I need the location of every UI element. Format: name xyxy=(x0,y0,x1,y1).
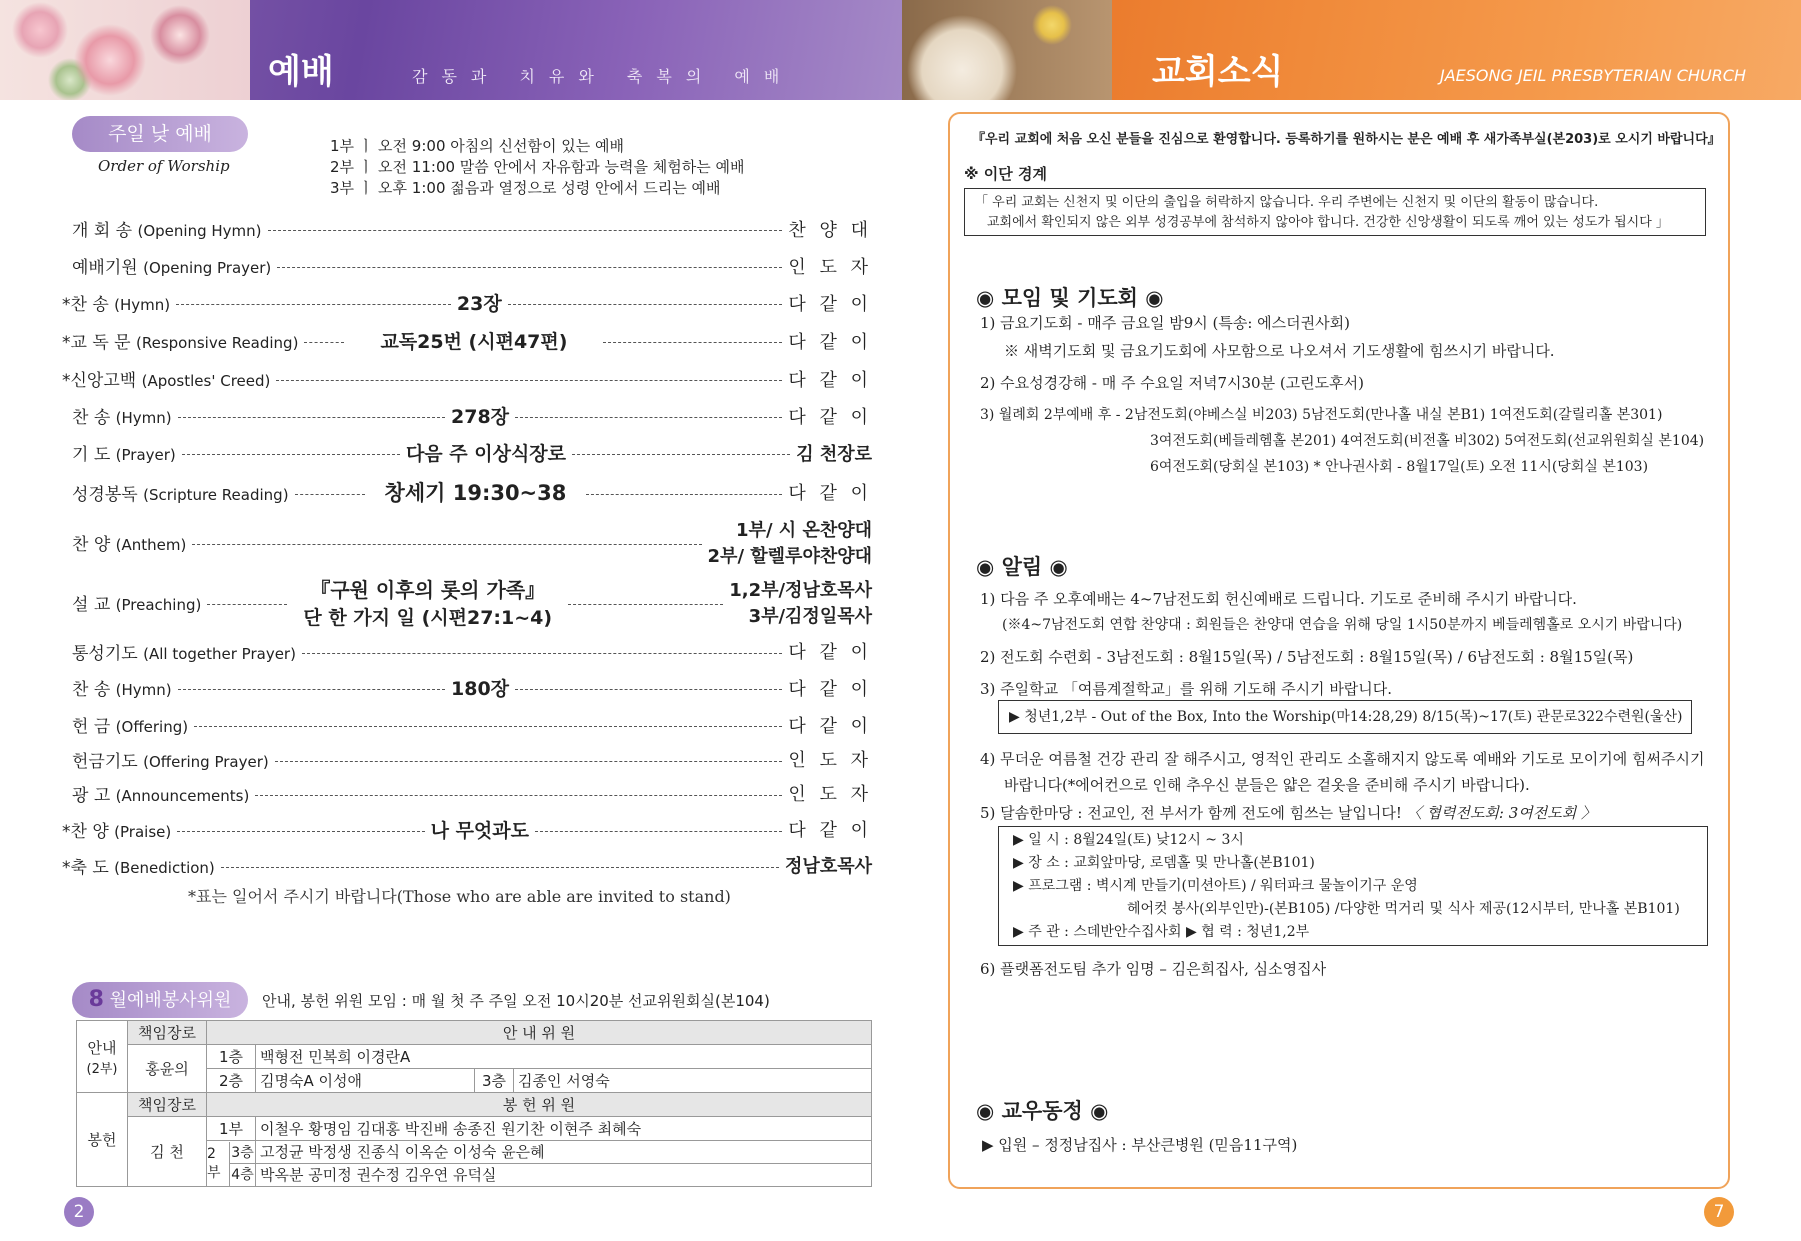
schedule-line: 2부 ㅣ 오전 11:00 말씀 안에서 자유함과 능력을 체험하는 예배 xyxy=(330,158,745,176)
elder-header: 책임장로 xyxy=(128,1021,207,1045)
list-item: 1) 다음 주 오후예배는 4~7남전도회 헌신예배로 드립니다. 기도로 준비해 주시기 바랍니다. xyxy=(980,590,1577,608)
anthem-row xyxy=(72,513,872,571)
order-leader: 인 도 자 xyxy=(788,750,872,771)
preachers: 1,2부/정남호목사 3부/김정일목사 xyxy=(729,580,872,627)
list-item: 1) 금요기도회 - 매주 금요일 밤9시 (특송: 에스더권사회) xyxy=(980,314,1350,332)
order-row xyxy=(62,321,872,360)
order-row xyxy=(72,775,872,811)
list-item: 3여전도회(베들레헴홀 본201) 4여전도회(비전홀 비302) 5여전도회(선교위원회실 본104) xyxy=(1150,433,1705,449)
order-leader: 다 같 이 xyxy=(788,369,872,391)
order-label: *신앙고백 (Apostles' Creed) xyxy=(62,371,271,391)
order-of-worship-list xyxy=(62,210,873,883)
order-row xyxy=(72,633,872,669)
order-detail: 278장 xyxy=(451,406,510,428)
order-label: 통성기도 (All together Prayer) xyxy=(72,643,296,664)
order-label: *축 도 (Benediction) xyxy=(62,857,215,878)
dash-leader xyxy=(302,653,782,654)
notice-4: 4) 무더운 여름철 건강 관리 잘 해주시고, 영적인 관리도 소홀해지지 않도록 예배와 기도로 모이기에 힘써주시기 바랍니다(*에어컨으로 인해 추우신 분들은 얇은 겉옷을 준비해 주시기 바랍니다). xyxy=(980,750,1705,794)
order-label: 찬 송 (Hymn) xyxy=(72,408,172,428)
flower-image xyxy=(0,0,250,100)
order-row xyxy=(72,471,872,513)
order-of-worship-label: Order of Worship xyxy=(98,157,230,175)
order-label: 예배기원 (Opening Prayer) xyxy=(72,258,272,278)
dash-leader xyxy=(277,267,782,268)
order-row xyxy=(72,397,872,434)
dash-leader xyxy=(255,795,782,796)
dash-leader xyxy=(268,230,783,231)
order-row xyxy=(62,284,872,321)
order-detail: 180장 xyxy=(451,678,510,700)
order-label: *찬 양 (Praise) xyxy=(62,821,172,842)
dash-leader xyxy=(276,380,782,381)
order-leader: 다 같 이 xyxy=(788,820,872,841)
table-row: 2층 김명숙A 이성애 3층 김종인 서영숙 xyxy=(77,1069,872,1093)
notice-6: 6) 플랫폼전도팀 추가 임명 – 김은희집사, 심소영집사 xyxy=(980,960,1327,978)
table-row: 김 천 1부 이철우 황명임 김대홍 박진배 송종진 원기찬 이현주 최혜숙 xyxy=(77,1117,872,1141)
list-item: 3) 주일학교 「여름계절학교」를 위해 기도해 주시기 바랍니다. xyxy=(980,680,1393,698)
order-leader: 다 같 이 xyxy=(788,483,872,504)
list-item: 2) 수요성경강해 - 매 주 수요일 저녁7시30분 (고린도후서) xyxy=(980,374,1364,392)
sermon-title: 『구원 이후의 롯의 가족』 단 한 가지 일 (시편27:1~4) xyxy=(303,578,553,629)
order-leader: 다 같 이 xyxy=(788,293,873,315)
order-row xyxy=(72,706,872,743)
sunday-worship-pill: 주일 낮 예배 xyxy=(72,116,248,152)
order-detail: 다음 주 이상식장로 xyxy=(405,443,567,465)
notice-list xyxy=(980,588,1682,708)
list-item: (※4~7남전도회 연합 찬양대 : 회원들은 찬양대 연습을 위해 당일 1시50분까지 베들레헴홀로 오시기 바랍니다) xyxy=(1002,617,1683,633)
youth-retreat-box: ▶ 청년1,2부 - Out of the Box, Into the Worship(마14:28,29) 8/15(목)~17(토) 관문로322수련원(울산) xyxy=(998,700,1692,734)
duty-pill: 8 월예배봉사위원 xyxy=(72,982,248,1018)
dash-leader xyxy=(304,342,344,343)
meeting-list xyxy=(980,312,1704,482)
meeting-title: ◉ 모임 및 기도회 ◉ xyxy=(976,286,1164,310)
dash-leader xyxy=(178,689,445,690)
order-label: 성경봉독 (Scripture Reading) xyxy=(72,484,289,505)
order-row xyxy=(72,743,872,775)
order-detail: 23장 xyxy=(456,293,502,315)
schedule-line: 3부 ㅣ 오후 1:00 젊음과 열정으로 성령 안에서 드리는 예배 xyxy=(330,179,721,197)
order-leader: 정남호목사 xyxy=(785,856,872,877)
schedule-line: 1부 ㅣ 오전 9:00 아침의 신선함이 있는 예배 xyxy=(330,137,624,155)
order-label: 헌 금 (Offering) xyxy=(72,717,189,737)
guide-elder: 홍윤의 xyxy=(128,1045,207,1093)
event-box: ▶ 일 시 : 8월24일(토) 낮12시 ~ 3시 ▶ 장 소 : 교회앞마당, 로뎀홀 및 만나홀(본B101) ▶ 프로그램 : 벽시계 만들기(미션아트) / 워터파크 물놀이기구 운영 헤어컷 봉사(외부인만)-(본B105) /다양한 먹거리 및 식사 제공(12시부터, 만나홀 본B101) ▶ 주 관 : 스데반안수집사회 ▶ 협 력 : 청년1,2부 xyxy=(998,826,1708,946)
dash-leader xyxy=(194,726,782,727)
offer-elder: 김 천 xyxy=(128,1117,207,1187)
member-news-item: ▶ 입원 – 정정남집사 : 부산큰병원 (믿음11구역) xyxy=(982,1136,1298,1154)
order-label: 광 고 (Announcements) xyxy=(72,785,250,806)
order-leader: 다 같 이 xyxy=(788,678,873,700)
anthem-choirs: 1부/ 시 온찬양대 2부/ 할렐루야찬양대 xyxy=(707,520,872,567)
order-label: 기 도 (Prayer) xyxy=(72,445,176,465)
heresy-title: ※ 이단 경계 xyxy=(964,165,1047,183)
worship-schedule xyxy=(330,136,744,199)
dash-leader xyxy=(572,454,790,455)
order-label: *교 독 문 (Responsive Reading) xyxy=(62,333,299,353)
dash-leader xyxy=(515,689,782,690)
list-item: 3) 월례회 2부예배 후 - 2남전도회(야베스실 비203) 5남전도회(만나홀 내실 본B1) 1여전도회(갈릴리홀 본301) xyxy=(980,407,1663,423)
dash-leader xyxy=(177,831,424,832)
heresy-box: 「 우리 교회는 신천지 및 이단의 출입을 허락하지 않습니다. 우리 주변에는 신천지 및 이단의 활동이 많습니다. 교회에서 확인되지 않은 외부 성경공부에 참석하지 않아야 합니다. 건강한 신앙생활이 되도록 깨어 있는 성도가 됩시다 」 xyxy=(964,188,1706,236)
list-item: 6여전도회(당회실 본103) * 안나권사회 - 8월17일(토) 오전 11시(당회실 본103) xyxy=(1150,459,1649,475)
offer-header: 봉 헌 위 원 xyxy=(207,1093,872,1117)
order-leader: 인 도 자 xyxy=(788,784,872,805)
dash-leader xyxy=(178,417,445,418)
order-detail: 나 무엇과도 xyxy=(430,819,529,842)
order-leader: 다 같 이 xyxy=(788,406,873,428)
welcome-text: 『우리 교회에 처음 오신 분들을 진심으로 환영합니다. 등록하기를 원하시는 분은 예배 후 새가족부실(본203)로 오시기 바랍니다』 xyxy=(972,132,1721,147)
order-row xyxy=(62,811,872,847)
guide-label-cell: 안내 (2부) xyxy=(77,1021,128,1093)
dash-leader xyxy=(568,604,723,605)
dash-leader xyxy=(207,604,287,605)
order-detail: 창세기 19:30~38 xyxy=(384,481,567,505)
right-header-title: 교회소식 xyxy=(1152,52,1284,92)
dash-leader xyxy=(508,304,783,305)
dash-leader xyxy=(515,417,782,418)
notice-5: 5) 달솜한마당 : 전교인, 전 부서가 함께 전도에 힘쓰는 날입니다! 〈 협력전도회: 3여전도회 〉 xyxy=(980,804,1597,822)
order-detail: 교독25번 (시편47편) xyxy=(380,331,568,353)
dash-leader xyxy=(295,494,365,495)
order-leader: 다 같 이 xyxy=(788,715,872,737)
left-header-title: 예배 xyxy=(268,52,334,92)
order-label: 설 교 (Preaching) xyxy=(72,594,202,615)
order-row xyxy=(72,210,872,247)
order-leader: 다 같 이 xyxy=(788,331,872,353)
duty-table xyxy=(76,1020,872,1187)
dash-leader xyxy=(275,761,783,762)
order-leader: 다 같 이 xyxy=(788,642,872,663)
order-leader: 찬 양 대 xyxy=(788,219,872,241)
notice-title: ◉ 알림 ◉ xyxy=(976,555,1068,579)
dash-leader xyxy=(221,867,779,868)
order-label: *찬 송 (Hymn) xyxy=(62,295,171,315)
dash-leader xyxy=(586,494,782,495)
church-name: JAESONG JEIL PRESBYTERIAN CHURCH xyxy=(1440,66,1746,85)
order-row xyxy=(72,669,872,706)
order-label: 개 회 송 (Opening Hymn) xyxy=(72,221,262,241)
order-row xyxy=(72,247,872,284)
table-row xyxy=(77,1021,872,1045)
page-number-left: 2 xyxy=(64,1197,94,1227)
dash-leader xyxy=(535,831,782,832)
order-leader: 김 천장로 xyxy=(796,443,873,465)
stand-note: *표는 일어서 주시기 바랍니다(Those who are able are invited to stand) xyxy=(188,887,731,906)
order-row xyxy=(62,847,872,883)
order-leader: 인 도 자 xyxy=(788,256,872,278)
order-label: 찬 송 (Hymn) xyxy=(72,680,172,700)
table-row: 2부 3층 4층 고정균 박정생 진종식 이옥순 이성숙 윤은혜 박옥분 공미정 권수정 김우연 유덕실 xyxy=(77,1141,872,1187)
guide-header: 안 내 위 원 xyxy=(207,1021,872,1045)
dash-leader xyxy=(176,304,451,305)
duty-note: 안내, 봉헌 위원 모임 : 매 월 첫 주 주일 오전 10시20분 선교위원회실(본104) xyxy=(262,992,770,1010)
dash-leader xyxy=(192,544,701,545)
offer-label-cell: 봉헌 xyxy=(77,1093,128,1187)
order-label: 헌금기도 (Offering Prayer) xyxy=(72,751,269,772)
order-label: 찬 양 (Anthem) xyxy=(72,534,187,555)
dash-leader xyxy=(603,342,782,343)
preaching-row xyxy=(72,571,872,633)
list-item: 2) 전도회 수련회 - 3남전도회 : 8월15일(목) / 5남전도회 : 8월15일(목) / 6남전도회 : 8월15일(목) xyxy=(980,648,1634,666)
left-header-subtitle: 감동과 치유와 축복의 예배 xyxy=(412,67,794,86)
dash-leader xyxy=(182,454,400,455)
member-news-title: ◉ 교우동정 ◉ xyxy=(976,1099,1109,1123)
order-row xyxy=(72,434,872,471)
list-item: ※ 새벽기도회 및 금요기도회에 사모함으로 나오셔서 기도생활에 힘쓰시기 바랍니다. xyxy=(1004,342,1555,360)
page-number-right: 7 xyxy=(1704,1197,1734,1227)
table-row: 홍윤의 1층 백형전 민복희 이경란A xyxy=(77,1045,872,1069)
table-row: 봉헌 책임장로 봉 헌 위 원 xyxy=(77,1093,872,1117)
order-row xyxy=(62,360,872,397)
notebook-image xyxy=(902,0,1112,100)
